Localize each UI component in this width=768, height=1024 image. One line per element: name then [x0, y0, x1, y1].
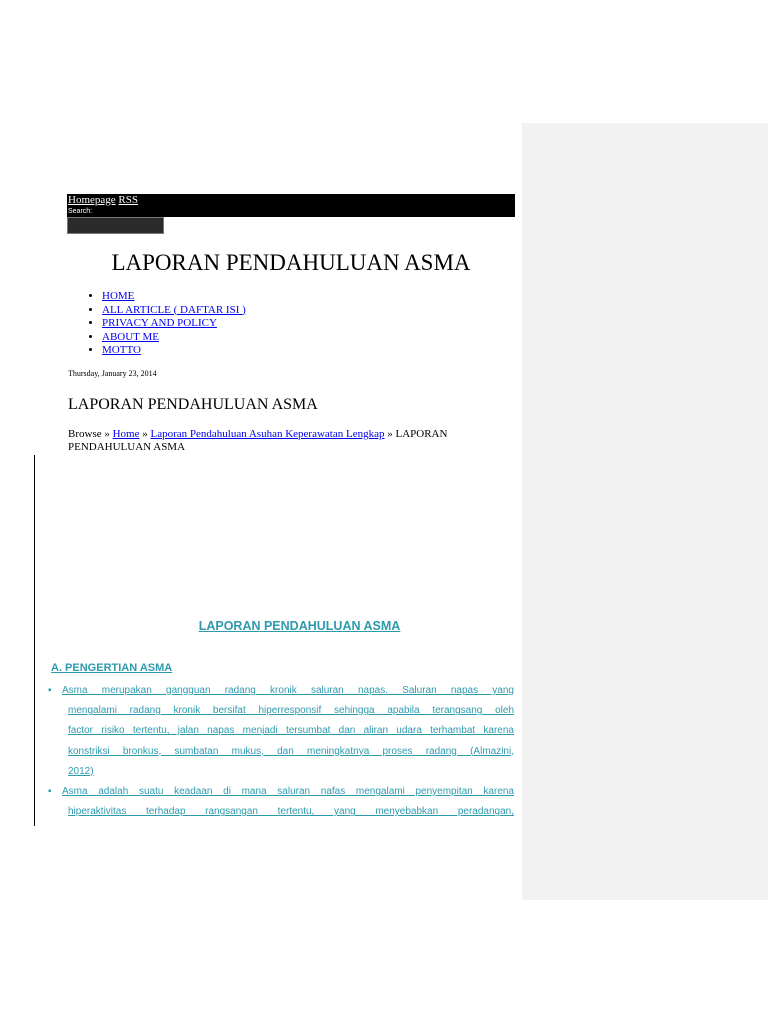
bullet-icon: ▪ — [48, 786, 52, 797]
nav-link-motto[interactable]: MOTTO — [102, 344, 141, 356]
breadcrumb-separator: » — [142, 428, 148, 440]
nav-link-privacy[interactable]: PRIVACY AND POLICY — [102, 317, 217, 329]
top-bar — [67, 194, 515, 217]
paragraph-1-line-5: 2012) — [68, 765, 94, 777]
section-heading-a: A. PENGERTIAN ASMA — [51, 662, 173, 674]
paragraph-1-line-1: ▪ Asma merupakan gangguan radang kronik saluran napas. Saluran napas yang — [48, 681, 514, 701]
paragraph-1-line-4: konstriksi bronkus, sumbatan mukus, dan meningkatnya proses radang (Almazini, — [68, 745, 514, 757]
nav-link-all-article[interactable]: ALL ARTICLE ( DAFTAR ISI ) — [102, 303, 246, 316]
nav-item-about — [102, 331, 246, 345]
search-label: Search: — [68, 208, 93, 215]
top-links — [68, 194, 138, 207]
post-title: LAPORAN PENDAHULUAN ASMA — [68, 396, 318, 413]
paragraph-1-line-3: factor risiko tertentu, jalan napas menjadi tersumbat dan aliran udara terhambat karena — [68, 725, 514, 737]
homepage-link[interactable]: Homepage — [68, 194, 116, 206]
nav-link-home[interactable]: HOME — [102, 290, 135, 302]
breadcrumb-browse: Browse » — [68, 428, 110, 440]
breadcrumb — [68, 428, 468, 454]
rss-link[interactable]: RSS — [118, 194, 138, 206]
document-heading: LAPORAN PENDAHULUAN ASMA — [198, 619, 401, 633]
paragraph-1 — [48, 681, 514, 782]
comment-pane — [522, 123, 768, 900]
nav-item-privacy — [102, 317, 246, 331]
breadcrumb-current: » LAPORAN — [387, 428, 448, 440]
change-bar — [34, 455, 35, 826]
bullet-icon: ▪ — [48, 685, 52, 696]
post-date: Thursday, January 23, 2014 — [68, 369, 157, 378]
paragraph-1-line-2: mengalami radang kronik bersifat hiperresponsif sehingga apabila terangsang oleh — [68, 705, 514, 717]
paragraph-2-line-2: hiperaktivitas terhadap rangsangan tertentu, yang menyebabkan peradangan, — [68, 806, 514, 818]
nav-item-motto — [102, 344, 246, 358]
paragraph-2-line-1: ▪ Asma adalah suatu keadaan di mana saluran nafas mengalami penyempitan karena — [48, 782, 514, 802]
nav-item-home — [102, 290, 246, 304]
search-input[interactable] — [67, 217, 164, 234]
blog-title: LAPORAN PENDAHULUAN ASMA — [111, 250, 471, 275]
nav-item-all-article — [102, 304, 246, 318]
paragraph-2 — [48, 782, 514, 822]
breadcrumb-home-link[interactable]: Home — [112, 428, 140, 440]
nav-link-about[interactable]: ABOUT ME — [102, 330, 159, 343]
breadcrumb-current-line2: PENDAHULUAN ASMA — [68, 441, 186, 453]
nav-menu — [80, 290, 246, 358]
breadcrumb-category-link[interactable]: Laporan Pendahuluan Asuhan Keperawatan Lengkap — [150, 428, 385, 440]
